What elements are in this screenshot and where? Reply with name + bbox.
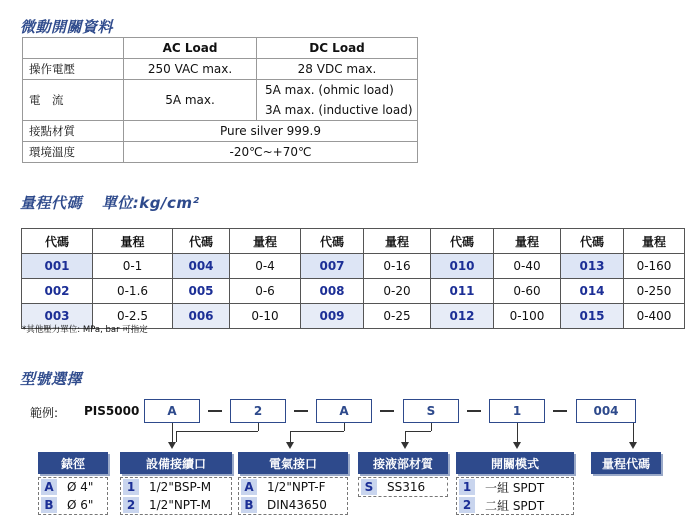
option-list [38, 477, 108, 515]
range-code: 007 [301, 254, 364, 279]
header-code: 代碼 [22, 229, 93, 254]
range-row [22, 254, 685, 279]
range-row [22, 279, 685, 304]
connector-line [172, 423, 173, 442]
range-code: 002 [22, 279, 93, 304]
option-item [121, 478, 231, 496]
connector-line [344, 423, 345, 431]
spec-row [23, 59, 418, 80]
option-header: 量程代碼 [591, 452, 661, 474]
range-value: 0-160 [624, 254, 685, 279]
range-code: 014 [561, 279, 624, 304]
connector-line [176, 431, 177, 442]
option-item [457, 496, 573, 514]
option-gauge-size [38, 452, 108, 515]
spec-dc-line: 5A max. (ohmic load) [265, 83, 394, 97]
range-code: 006 [173, 304, 230, 329]
option-list [238, 477, 348, 515]
range-code-table [21, 228, 685, 329]
separator-dash [553, 410, 567, 412]
option-header: 接液部材質 [358, 452, 448, 474]
option-header: 電氣接口 [238, 452, 348, 474]
range-unit-text: 單位:kg/cm² [101, 194, 200, 212]
separator-dash [208, 410, 222, 412]
connector-line [405, 431, 431, 432]
header-code: 代碼 [431, 229, 494, 254]
option-header: 開關模式 [456, 452, 574, 474]
option-code: S [361, 479, 377, 495]
range-value: 0-10 [230, 304, 301, 329]
option-value: DIN43650 [267, 498, 327, 512]
option-wetted-material [358, 452, 448, 497]
option-code: B [241, 497, 257, 513]
arrow-down-icon [401, 442, 409, 449]
option-value: 1/2"NPT-M [149, 498, 211, 512]
option-value: 1/2"NPT-F [267, 480, 326, 494]
option-code: 1 [123, 479, 139, 495]
range-value: 0-1 [93, 254, 173, 279]
range-code: 001 [22, 254, 93, 279]
separator-dash [294, 410, 308, 412]
option-code: B [41, 497, 57, 513]
spec-ac-value: 250 VAC max. [124, 59, 257, 80]
range-value: 0-250 [624, 279, 685, 304]
spec-header-ac: AC Load [124, 38, 257, 59]
model-section-title: 型號選擇 [20, 370, 83, 388]
range-value: 0-20 [364, 279, 431, 304]
option-item [39, 496, 107, 514]
range-header-row [22, 229, 685, 254]
range-value: 0-40 [494, 254, 561, 279]
range-code: 011 [431, 279, 494, 304]
example-code-range: 004 [576, 399, 636, 423]
range-code: 008 [301, 279, 364, 304]
option-code: 2 [459, 497, 475, 513]
arrow-down-icon [629, 442, 637, 449]
connector-line [258, 423, 259, 431]
spec-dc-value [257, 80, 418, 121]
example-label: 範例: [30, 406, 59, 420]
header-range: 量程 [494, 229, 561, 254]
connector-line [633, 423, 634, 442]
range-value: 0-100 [494, 304, 561, 329]
range-value: 0-16 [364, 254, 431, 279]
range-value: 0-60 [494, 279, 561, 304]
header-range: 量程 [230, 229, 301, 254]
spec-row-label: 操作電壓 [23, 59, 124, 80]
range-code: 009 [301, 304, 364, 329]
range-code: 012 [431, 304, 494, 329]
range-code: 005 [173, 279, 230, 304]
spec-row-label: 電 流 [23, 80, 124, 121]
range-value: 0-2.5 [93, 304, 173, 329]
header-code: 代碼 [561, 229, 624, 254]
range-value: 0-400 [624, 304, 685, 329]
arrow-down-icon [286, 442, 294, 449]
separator-dash [467, 410, 481, 412]
option-list [120, 477, 232, 515]
range-value: 0-4 [230, 254, 301, 279]
option-code: 1 [459, 479, 475, 495]
switch-spec-table [22, 37, 418, 163]
range-section-title [20, 192, 200, 213]
connector-line [176, 431, 258, 432]
pressure-unit-note: *其他壓力單位: MPa, bar 可指定 [22, 325, 148, 335]
range-value: 0-1.6 [93, 279, 173, 304]
option-list [456, 477, 574, 515]
option-header: 設備接續口 [120, 452, 232, 474]
separator-dash [380, 410, 394, 412]
option-value: Ø 4" [67, 480, 94, 494]
range-code: 003 [22, 304, 93, 329]
range-code: 015 [561, 304, 624, 329]
arrow-down-icon [513, 442, 521, 449]
option-value: 二組 SPDT [485, 498, 545, 513]
range-value: 0-25 [364, 304, 431, 329]
spec-ac-value: 5A max. [124, 80, 257, 121]
connector-line [290, 431, 291, 442]
spec-row [23, 80, 418, 121]
option-electrical-connection [238, 452, 348, 515]
option-value: 一組 SPDT [485, 480, 545, 495]
option-range-code [591, 452, 661, 474]
arrow-down-icon [168, 442, 176, 449]
connector-line [405, 431, 406, 442]
spec-section-title: 微動開關資料 [20, 18, 114, 36]
option-list [358, 477, 448, 497]
option-item [457, 478, 573, 496]
option-value: 1/2"BSP-M [149, 480, 212, 494]
connector-line [517, 423, 518, 442]
range-code: 010 [431, 254, 494, 279]
connector-line [431, 423, 432, 431]
example-code-switch-mode: 1 [489, 399, 545, 423]
header-code: 代碼 [173, 229, 230, 254]
example-code-connection: 2 [230, 399, 286, 423]
header-range: 量程 [624, 229, 685, 254]
option-item [239, 478, 347, 496]
spec-dc-line: 3A max. (inductive load) [265, 103, 413, 117]
spec-span-value: -20℃~+70℃ [124, 142, 418, 163]
spec-row [23, 142, 418, 163]
spec-header-row [23, 38, 418, 59]
option-process-connection [120, 452, 232, 515]
header-range: 量程 [93, 229, 173, 254]
spec-row-label: 環境溫度 [23, 142, 124, 163]
option-item [359, 478, 447, 496]
model-base-name: PIS5000 [84, 404, 140, 418]
example-code-size: A [144, 399, 200, 423]
option-switch-mode [456, 452, 574, 515]
option-item [39, 478, 107, 496]
spec-row-label: 接點材質 [23, 121, 124, 142]
connector-line [290, 431, 344, 432]
option-value: SS316 [387, 480, 426, 494]
option-item [121, 496, 231, 514]
example-code-material: S [403, 399, 459, 423]
option-code: A [241, 479, 257, 495]
range-title-text: 量程代碼 [20, 194, 83, 212]
option-code: A [41, 479, 57, 495]
header-range: 量程 [364, 229, 431, 254]
range-code: 004 [173, 254, 230, 279]
header-code: 代碼 [301, 229, 364, 254]
option-header: 錶徑 [38, 452, 108, 474]
range-code: 013 [561, 254, 624, 279]
example-code-electrical: A [316, 399, 372, 423]
spec-header-dc: DC Load [257, 38, 418, 59]
spec-row [23, 121, 418, 142]
option-code: 2 [123, 497, 139, 513]
spec-dc-value: 28 VDC max. [257, 59, 418, 80]
spec-span-value: Pure silver 999.9 [124, 121, 418, 142]
option-item [239, 496, 347, 514]
option-value: Ø 6" [67, 498, 94, 512]
range-value: 0-6 [230, 279, 301, 304]
spec-header-blank [23, 38, 124, 59]
